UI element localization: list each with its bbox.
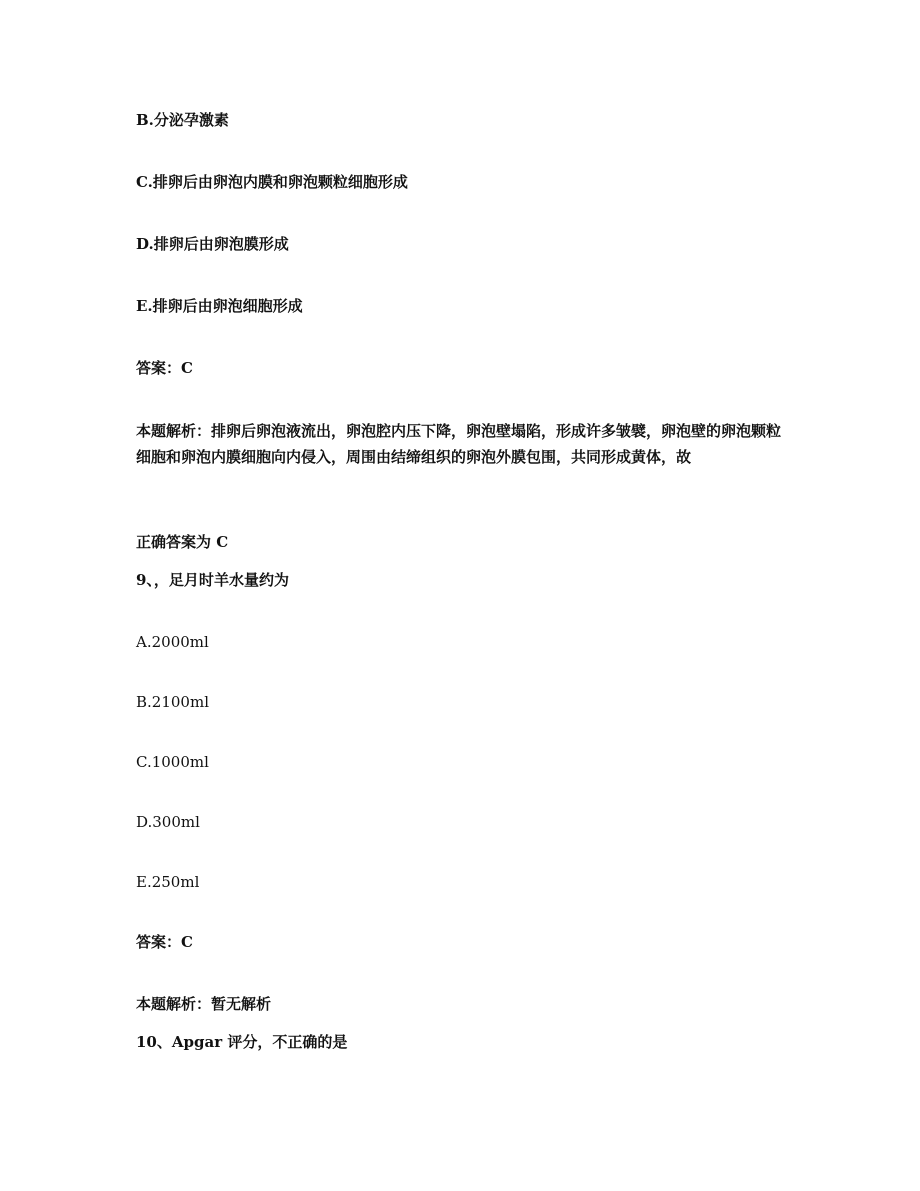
q8-correct-answer: 正确答案为 C <box>136 533 229 551</box>
q10-question: 10、Apgar 评分，不正确的是 <box>136 1033 348 1051</box>
q8-option-e: E.排卵后由卵泡细胞形成 <box>136 297 303 315</box>
q8-option-c: C.排卵后由卵泡内膜和卵泡颗粒细胞形成 <box>136 173 408 191</box>
q8-analysis: 本题解析：排卵后卵泡液流出，卵泡腔内压下降，卵泡壁塌陷，形成许多皱襞，卵泡壁的卵泡颗粒细胞和卵泡内膜细胞向内侵入，周围由结缔组织的卵泡外膜包围，共同形成黄体，故 <box>136 422 782 466</box>
q8-option-b: B.分泌孕激素 <box>136 111 229 129</box>
q9-option-e: E.250ml <box>136 873 200 891</box>
q9-option-d: D.300ml <box>136 813 200 831</box>
q8-answer: 答案：C <box>136 359 193 377</box>
q9-option-c: C.1000ml <box>136 753 209 771</box>
q9-option-a: A.2000ml <box>136 633 209 651</box>
q9-answer: 答案：C <box>136 933 193 951</box>
q9-analysis: 本题解析：暂无解析 <box>136 995 272 1013</box>
q8-option-d: D.排卵后由卵泡膜形成 <box>136 235 289 253</box>
q9-option-b: B.2100ml <box>136 693 209 711</box>
q9-question: 9、，足月时羊水量约为 <box>136 571 289 589</box>
